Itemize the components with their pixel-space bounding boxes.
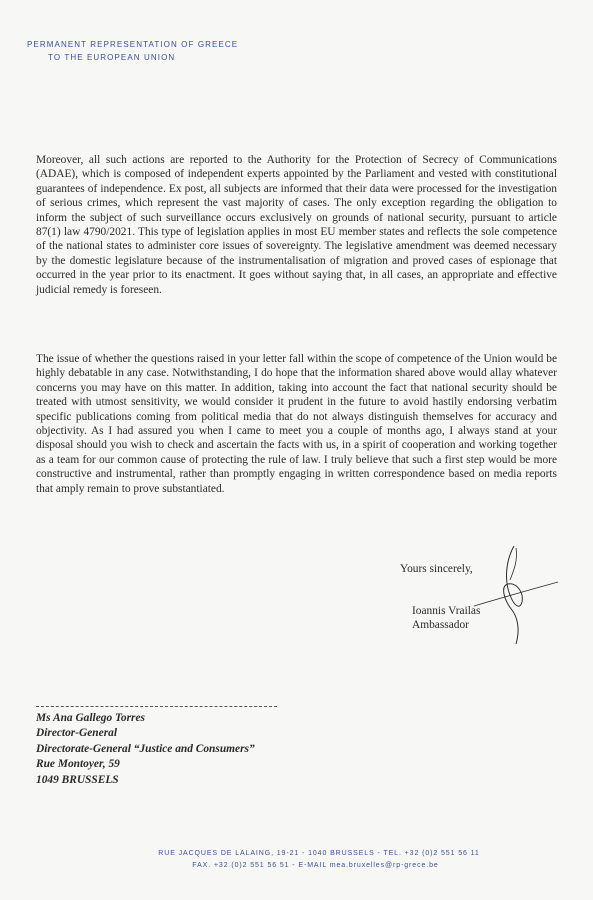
recipient-directorate: Directorate-General “Justice and Consumers” <box>36 742 255 755</box>
body-paragraph-1: Moreover, all such actions are reported to the Authority for the Protection of Secrecy of Communications (ADAE), which is composed of independent experts appointed by the Parliament and vested with constitutional guarantees of independence. Ex post, all subjects are informed that their data were processed for the investigation of serious crimes, which represent the vast majority of cases. The only exception regarding the obligation to inform the subject of such surveillance occurs exclusively on grounds of national security, pursuant to article 87(1) law 4790/2021. This type of legislation applies in most EU member states and reflects the sole competence of the national states to administer core issues of sovereignty. The legislative amendment was deemed necessary by the domestic legislature because of the instrumentalisation of migration and proved cases of espionage that occurred in the year prior to its enactment. It goes without saying that, in all cases, an appropriate and effective judicial remedy is foreseen. <box>36 154 557 296</box>
handwritten-signature <box>470 540 560 650</box>
signer-name: Ioannis Vrailas <box>412 605 481 617</box>
recipient-address <box>36 711 255 788</box>
signer-title: Ambassador <box>412 619 469 631</box>
footer-contact-line: FAX. +32 (0)2 551 56 51 - E-MAIL mea.bruxelles@rp-grece.be <box>192 862 439 869</box>
letterhead <box>27 38 238 64</box>
address-divider <box>36 706 277 707</box>
letterhead-line-1: PERMANENT REPRESENTATION OF GREECE <box>27 40 239 49</box>
recipient-name: Ms Ana Gallego Torres <box>36 712 145 724</box>
closing-salutation: Yours sincerely, <box>400 563 473 575</box>
footer-address-line: RUE JACQUES DE LALAING, 19-21 - 1040 BRUSSELS - TEL. +32 (0)2 551 56 11 <box>158 850 480 857</box>
recipient-city: 1049 BRUSSELS <box>36 773 119 786</box>
letterhead-line-2: TO THE EUROPEAN UNION <box>48 53 176 62</box>
signer-block <box>412 604 480 632</box>
body-paragraph-2: The issue of whether the questions raised in your letter fall within the scope of competence of the Union would be highly debatable in any case. Notwithstanding, I do hope that the information shared above would allay whatever concerns you may have on this matter. In addition, taking into account the fact that national security should be treated with utmost sensitivity, we would consider it prudent in the future to avoid hastily endorsing verbatim specific publications coming from political media that do not always distinguish themselves for accuracy and objectivity. As I had assured you when I came to meet you a couple of months ago, I always stand at your disposal should you wish to check and ascertain the facts with us, in a spirit of cooperation and working together as a team for our common cause of protecting the rule of law. I truly believe that such a first step would be more constructive and instrumental, rather than promptly engaging in written correspondence based on media reports that amply remain to prove substantiated. <box>36 353 557 495</box>
recipient-street: Rue Montoyer, 59 <box>36 758 120 771</box>
recipient-position: Director-General <box>36 727 117 740</box>
